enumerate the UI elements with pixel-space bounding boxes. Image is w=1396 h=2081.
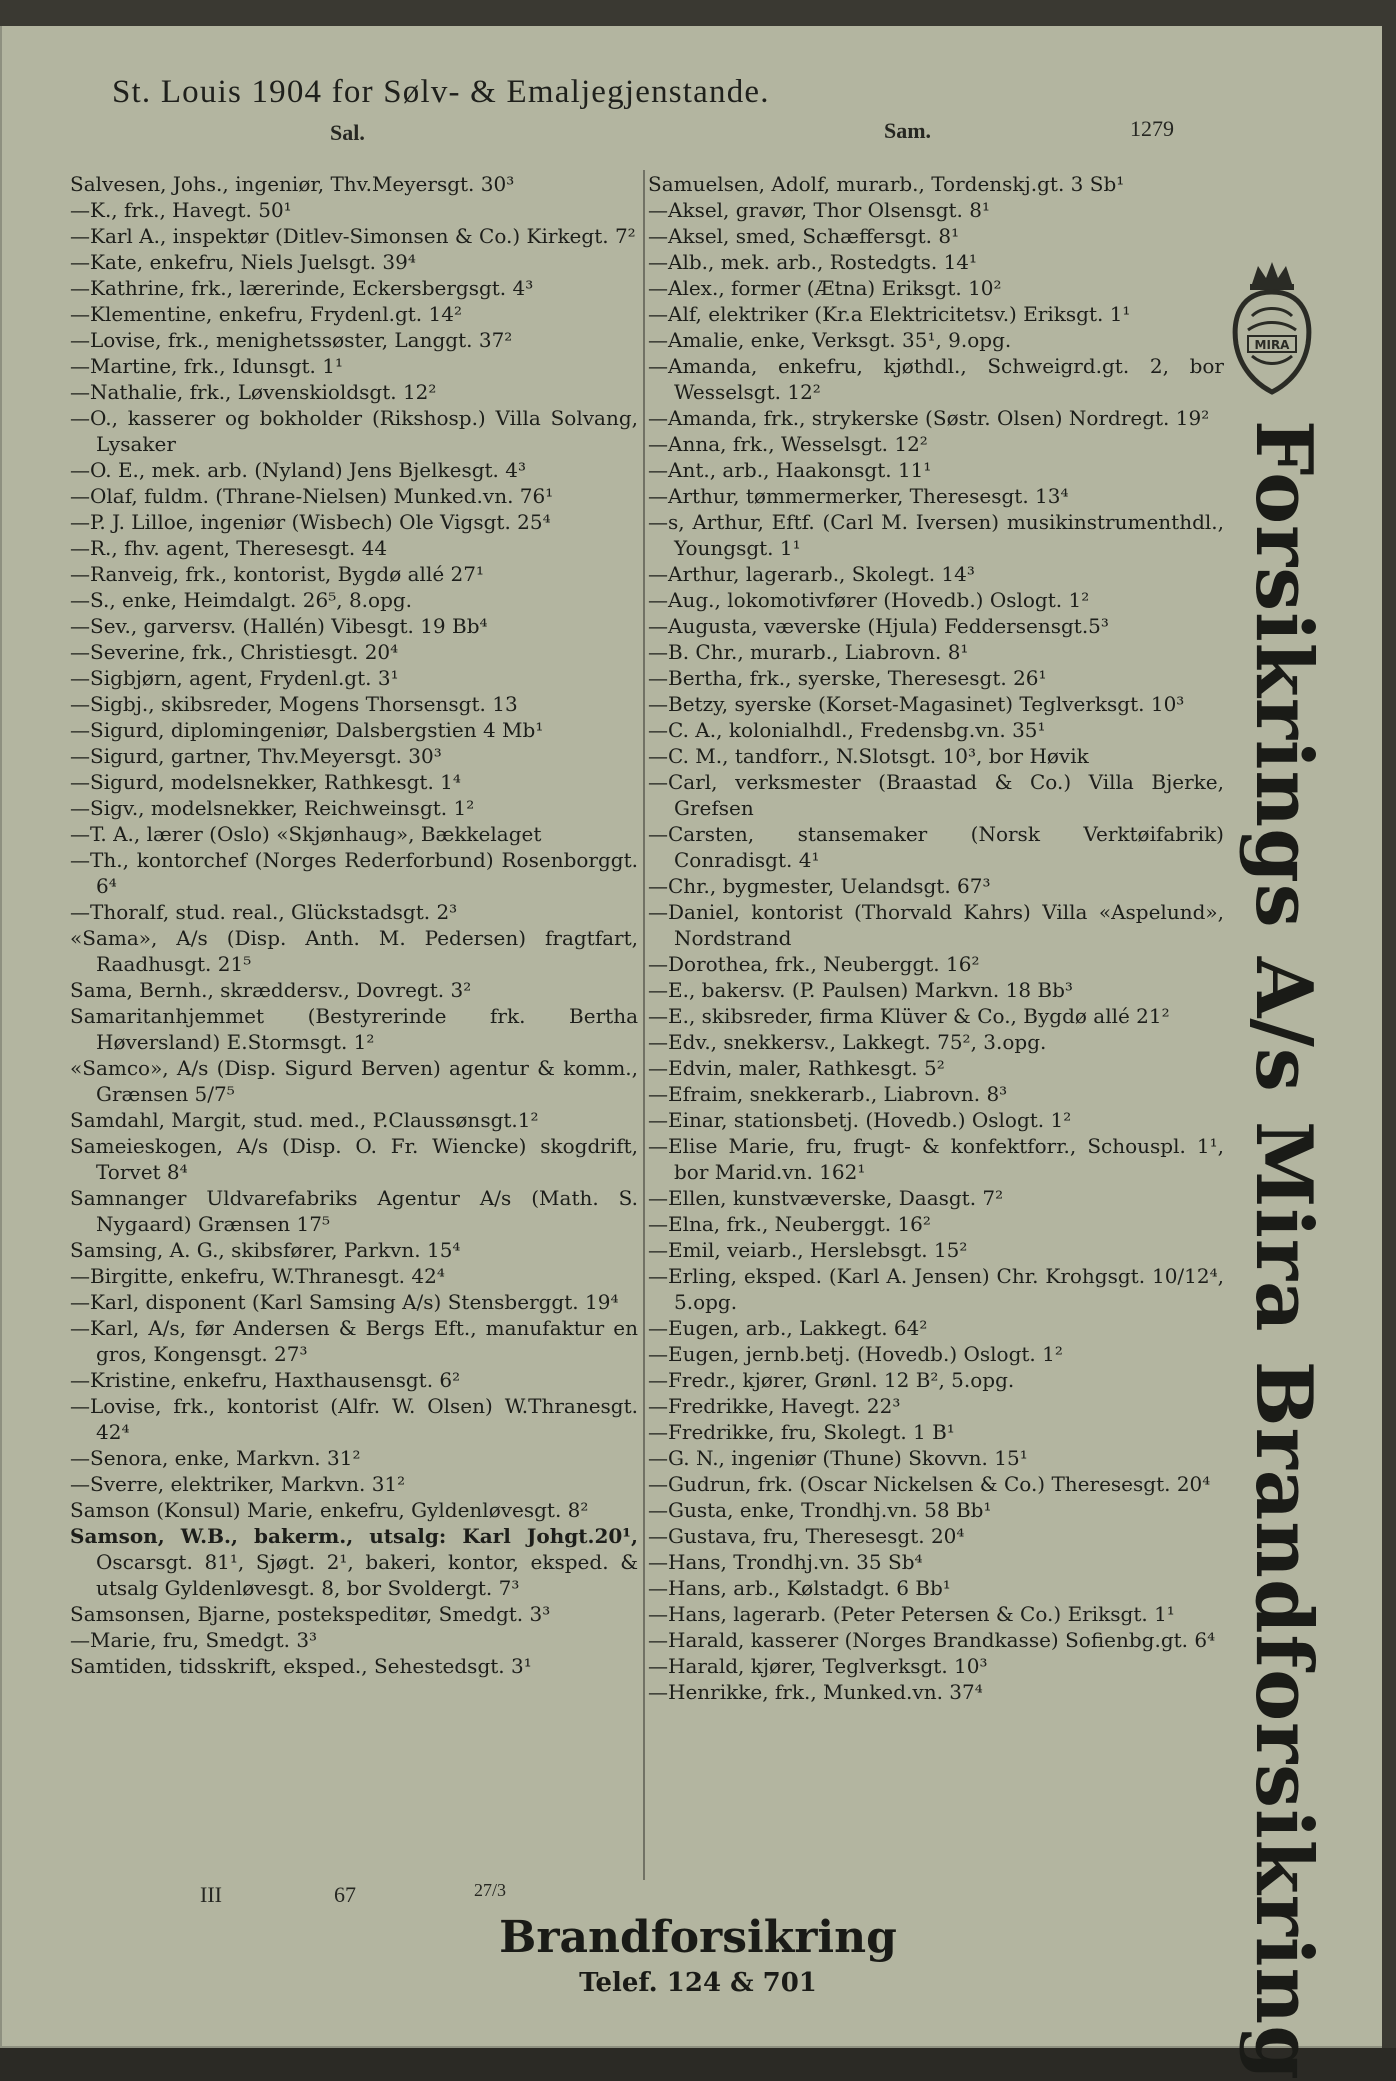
directory-entry: —Sigbjørn, agent, Frydenl.gt. 3¹ [70, 666, 399, 690]
directory-entry: —Kate, enkefru, Niels Juelsgt. 39⁴ [70, 250, 416, 274]
directory-entry: —K., frk., Havegt. 50¹ [70, 198, 292, 222]
directory-entry: —Karl, disponent (Karl Samsing A/s) Stensberggt. 19⁴ [70, 1290, 619, 1314]
directory-entry: —Kristine, enkefru, Haxthausensgt. 6² [70, 1368, 461, 1392]
directory-entry: Salvesen, Johs., ingeniør, Thv.Meyersgt. 30³ [70, 172, 515, 196]
directory-entry: —Fredrikke, Havegt. 22³ [648, 1394, 901, 1418]
directory-entry: Samdahl, Margit, stud. med., P.Claussønsgt.1² [70, 1108, 539, 1132]
directory-entry: —Elna, frk., Neuberggt. 16² [648, 1212, 931, 1236]
directory-entry: —Sigurd, modelsnekker, Rathkesgt. 1⁴ [70, 770, 461, 794]
directory-entry: —Sigurd, diplomingeniør, Dalsbergstien 4 Mb¹ [70, 718, 544, 742]
directory-entry: —Th., kontorchef (Norges Rederforbund) Rosenborggt. 6⁴ [70, 848, 638, 898]
directory-entry: —Elise Marie, fru, frugt- & konfektforr., Schouspl. 1¹, bor Marid.vn. 162¹ [648, 1134, 1224, 1184]
footer-fraction: 27/3 [474, 1880, 507, 1900]
directory-entry: —Einar, stationsbetj. (Hovedb.) Oslogt. 1² [648, 1108, 1072, 1132]
directory-entry: —Nathalie, frk., Løvenskioldsgt. 12² [70, 380, 437, 404]
top-scan-edge [0, 0, 1396, 26]
footer-roman: III [200, 1882, 222, 1907]
directory-entry: Samaritanhjemmet (Bestyrerinde frk. Bertha Høversland) E.Stormsgt. 1² [70, 1004, 638, 1054]
directory-entry: Samtiden, tidsskrift, eksped., Sehestedsgt. 3¹ [70, 1654, 532, 1678]
directory-entry: —C. A., kolonialhdl., Fredensbg.vn. 35¹ [648, 718, 1046, 742]
directory-entry: —Senora, enke, Markvn. 31² [70, 1446, 361, 1470]
directory-entry: —Olaf, fuldm. (Thrane-Nielsen) Munked.vn. 76¹ [70, 484, 554, 508]
directory-entry: —Edvin, maler, Rathkesgt. 5² [648, 1056, 945, 1080]
directory-entry: —Henrikke, frk., Munked.vn. 37⁴ [648, 1680, 983, 1704]
directory-entry: —Sigv., modelsnekker, Reichweinsgt. 1² [70, 796, 475, 820]
directory-entry: —Ant., arb., Haakonsgt. 11¹ [648, 458, 932, 482]
directory-entry: —P. J. Lilloe, ingeniør (Wisbech) Ole Vigsgt. 25⁴ [70, 510, 551, 534]
directory-entry: «Samco», A/s (Disp. Sigurd Berven) agentur & komm., Grænsen 5/7⁵ [70, 1056, 638, 1106]
directory-entry: —Ranveig, frk., kontorist, Bygdø allé 27¹ [70, 562, 484, 586]
left-column [70, 171, 638, 1679]
directory-entry: —E., skibsreder, firma Klüver & Co., Bygdø allé 21² [648, 1004, 1170, 1028]
directory-entry: —Hans, lagerarb. (Peter Petersen & Co.) Eriksgt. 1¹ [648, 1602, 1175, 1626]
directory-entry: —R., fhv. agent, Theresesgt. 44 [70, 536, 388, 560]
directory-entry: —Hans, Trondhj.vn. 35 Sb⁴ [648, 1550, 923, 1574]
directory-entry: —Sev., garversv. (Hallén) Vibesgt. 19 Bb⁴ [70, 614, 488, 638]
directory-entry: —Sigurd, gartner, Thv.Meyersgt. 30³ [70, 744, 442, 768]
directory-entry: —G. N., ingeniør (Thune) Skovvn. 15¹ [648, 1446, 1028, 1470]
directory-entry: —Marie, fru, Smedgt. 3³ [70, 1628, 318, 1652]
directory-entry: Samuelsen, Adolf, murarb., Tordenskj.gt. 3 Sb¹ [648, 172, 1125, 196]
directory-entry: —Erling, eksped. (Karl A. Jensen) Chr. Krohgsgt. 10/12⁴, 5.opg. [648, 1264, 1224, 1314]
directory-entry: —Efraim, snekkerarb., Liabrovn. 8³ [648, 1082, 1008, 1106]
directory-entry: —Ellen, kunstvæverske, Daasgt. 7² [648, 1186, 1004, 1210]
directory-entry: —Aksel, smed, Schæffersgt. 8¹ [648, 224, 960, 248]
directory-entry: —Aksel, gravør, Thor Olsensgt. 8¹ [648, 198, 990, 222]
directory-entry: —Karl A., inspektør (Ditlev-Simonsen & Co.) Kirkegt. 7² [70, 224, 636, 248]
directory-entry: —Alf, elektriker (Kr.a Elektricitetsv.) Eriksgt. 1¹ [648, 302, 1131, 326]
directory-entry: —Harald, kasserer (Norges Brandkasse) Sofienbg.gt. 6⁴ [648, 1628, 1216, 1652]
directory-entry: —Amalie, enke, Verksgt. 35¹, 9.opg. [648, 328, 1012, 352]
directory-entry: —Thoralf, stud. real., Glückstadsgt. 2³ [70, 900, 458, 924]
directory-entry: —T. A., lærer (Oslo) «Skjønhaug», Bækkelaget [70, 822, 542, 846]
directory-entry: Samson, W.B., bakerm., utsalg: Karl Johgt.20¹, Oscarsgt. 81¹, Sjøgt. 2¹, bakeri, kontor, eksped. & utsalg Gyldenløvesgt. 8, bor Svoldergt. 7³ [70, 1524, 638, 1600]
directory-entry: —Gusta, enke, Trondhj.vn. 58 Bb¹ [648, 1498, 992, 1522]
right-column-head: Sam. [884, 118, 932, 143]
directory-entry: —Martine, frk., Idunsgt. 1¹ [70, 354, 344, 378]
directory-entry: —Fredrikke, fru, Skolegt. 1 B¹ [648, 1420, 955, 1444]
directory-entry: —Carl, verksmester (Braastad & Co.) Villa Bjerke, Grefsen [648, 770, 1224, 820]
telephone-line: Telef. 124 & 701 [579, 1968, 817, 1998]
directory-entry: —Carsten, stansemaker (Norsk Verktøifabrik) Conradisgt. 4¹ [648, 822, 1224, 872]
mira-emblem-icon [1222, 256, 1322, 406]
directory-entry: —Sigbj., skibsreder, Mogens Thorsensgt. 13 [70, 692, 518, 716]
column-divider [643, 170, 645, 1880]
directory-entry: —Augusta, væverske (Hjula) Feddersensgt.5³ [648, 614, 1109, 638]
footer-number: 67 [334, 1882, 356, 1907]
directory-entry: —Karl, A/s, før Andersen & Bergs Eft., manufaktur en gros, Kongensgt. 27³ [70, 1316, 638, 1366]
directory-entry: —s, Arthur, Eftf. (Carl M. Iversen) musikinstrumenthdl., Youngsgt. 1¹ [648, 510, 1224, 560]
directory-entry: —Eugen, arb., Lakkegt. 64² [648, 1316, 928, 1340]
directory-entry: —Aug., lokomotivfører (Hovedb.) Oslogt. 1² [648, 588, 1090, 612]
directory-entry: —Kathrine, frk., lærerinde, Eckersbergsgt. 4³ [70, 276, 534, 300]
directory-entry: —B. Chr., murarb., Liabrovn. 8¹ [648, 640, 969, 664]
directory-entry: —Edv., snekkersv., Lakkegt. 75², 3.opg. [648, 1030, 1047, 1054]
directory-entry: —Lovise, frk., menighetssøster, Langgt. 37² [70, 328, 513, 352]
directory-entry: —Anna, frk., Wesselsgt. 12² [648, 432, 928, 456]
directory-entry: —O. E., mek. arb. (Nyland) Jens Bjelkesgt. 4³ [70, 458, 527, 482]
page-number: 1279 [1130, 116, 1174, 141]
right-scan-edge [1382, 0, 1396, 2048]
directory-entry: —Eugen, jernb.betj. (Hovedb.) Oslogt. 1² [648, 1342, 1063, 1366]
directory-entry: —Gustava, fru, Theresesgt. 20⁴ [648, 1524, 965, 1548]
directory-entry: —Severine, frk., Christiesgt. 20⁴ [70, 640, 399, 664]
directory-entry: —Sverre, elektriker, Markvn. 31² [70, 1472, 406, 1496]
directory-entry: —O., kasserer og bokholder (Rikshosp.) Villa Solvang, Lysaker [70, 406, 638, 456]
directory-entry: —Lovise, frk., kontorist (Alfr. W. Olsen) W.Thranesgt. 42⁴ [70, 1394, 638, 1444]
directory-entry: —Amanda, frk., strykerske (Søstr. Olsen) Nordregt. 19² [648, 406, 1210, 430]
directory-entry: —Hans, arb., Kølstadgt. 6 Bb¹ [648, 1576, 951, 1600]
directory-entry: «Sama», A/s (Disp. Anth. M. Pedersen) fragtfart, Raadhusgt. 21⁵ [70, 926, 638, 976]
directory-entry: Sama, Bernh., skræddersv., Dovregt. 3² [70, 978, 472, 1002]
directory-entry: —Betzy, syerske (Korset-Magasinet) Teglverksgt. 10³ [648, 692, 1185, 716]
directory-entry: —Arthur, lagerarb., Skolegt. 14³ [648, 562, 975, 586]
directory-entry: Samson (Konsul) Marie, enkefru, Gyldenløvesgt. 8² [70, 1498, 589, 1522]
directory-entry: —Bertha, frk., syerske, Theresesgt. 26¹ [648, 666, 1047, 690]
directory-entry: —Amanda, enkefru, kjøthdl., Schweigrd.gt. 2, bor Wesselsgt. 12² [648, 354, 1224, 404]
left-column-head: Sal. [330, 120, 365, 145]
directory-entry: —Alb., mek. arb., Rostedgts. 14¹ [648, 250, 978, 274]
directory-entry: —Emil, veiarb., Herslebsgt. 15² [648, 1238, 968, 1262]
directory-entry: —Fredr., kjører, Grønl. 12 B², 5.opg. [648, 1368, 1015, 1392]
directory-entry: —Klementine, enkefru, Frydenl.gt. 14² [70, 302, 462, 326]
directory-entry: —Chr., bygmester, Uelandsgt. 67³ [648, 874, 991, 898]
directory-entry: Sameieskogen, A/s (Disp. O. Fr. Wiencke) skogdrift, Torvet 8⁴ [70, 1134, 638, 1184]
brand-advertisement: Brandforsikring [499, 1912, 897, 1963]
directory-entry: —S., enke, Heimdalgt. 26⁵, 8.opg. [70, 588, 413, 612]
directory-entry: Samsing, A. G., skibsfører, Parkvn. 15⁴ [70, 1238, 461, 1262]
directory-entry: —E., bakersv. (P. Paulsen) Markvn. 18 Bb³ [648, 978, 1073, 1002]
directory-entry: —Dorothea, frk., Neuberggt. 16² [648, 952, 980, 976]
directory-entry: —Daniel, kontorist (Thorvald Kahrs) Villa «Aspelund», Nordstrand [648, 900, 1224, 950]
directory-entry: —Birgitte, enkefru, W.Thranesgt. 42⁴ [70, 1264, 445, 1288]
directory-entry: —C. M., tandforr., N.Slotsgt. 10³, bor Høvik [648, 744, 1089, 768]
right-column [648, 171, 1224, 1705]
directory-entry: —Gudrun, frk. (Oscar Nickelsen & Co.) Theresesgt. 20⁴ [648, 1472, 1211, 1496]
directory-entry: —Harald, kjører, Teglverksgt. 10³ [648, 1654, 988, 1678]
directory-entry: Samsonsen, Bjarne, postekspeditør, Smedgt. 3³ [70, 1602, 551, 1626]
emblem-text: MIRA [1254, 338, 1290, 352]
directory-entry: —Alex., former (Ætna) Eriksgt. 10² [648, 276, 1002, 300]
directory-entry: Samnanger Uldvarefabriks Agentur A/s (Math. S. Nygaard) Grænsen 17⁵ [70, 1186, 638, 1236]
directory-entry: —Arthur, tømmermerker, Theresesgt. 13⁴ [648, 484, 1069, 508]
vertical-advertisement: Forsikrings A/s Mira Brandforsikring [1238, 420, 1329, 2081]
page-title: St. Louis 1904 for Sølv- & Emaljegjenstande. [112, 74, 770, 110]
